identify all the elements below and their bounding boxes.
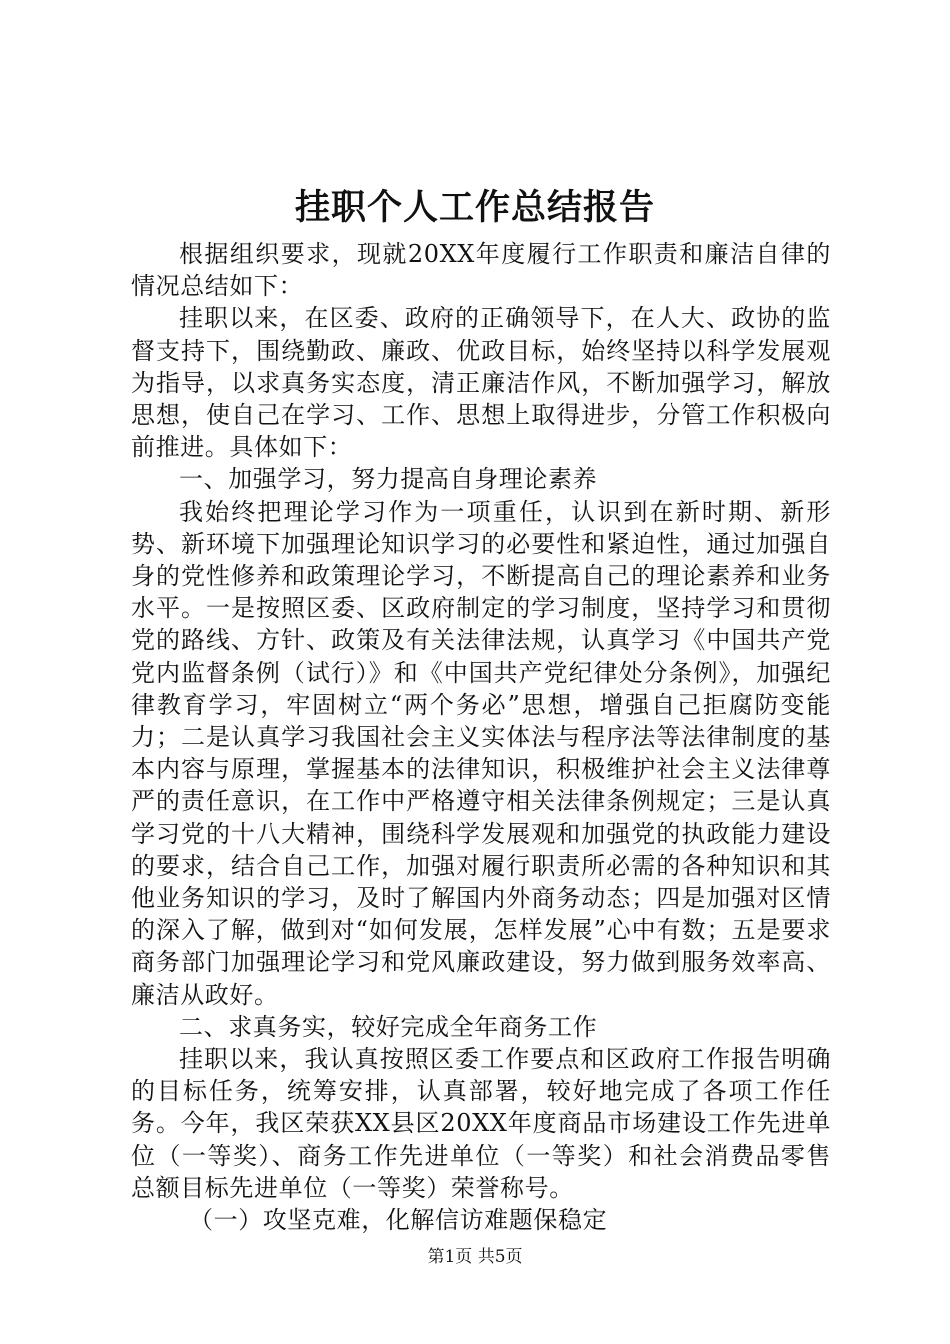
document-body xyxy=(131,238,831,1236)
paragraph-work: 挂职以来，我认真按照区委工作要点和区政府工作报告明确的目标任务，统筹安排，认真部署，较好地完成了各项工作任务。今年，我区荣获XX县区20XX年度商品市场建设工作先进单位（一等奖）、商务工作先进单位（一等奖）和社会消费品零售总额目标先进单位（一等奖）荣誉称号。 xyxy=(131,1045,831,1202)
section-heading-1: 一、加强学习，努力提高自身理论素养 xyxy=(179,465,598,494)
section-heading-2: 二、求真务实，较好完成全年商务工作 xyxy=(179,1012,598,1041)
paragraph-study: 我始终把理论学习作为一项重任，认识到在新时期、新形势、新环境下加强理论知识学习的必要性和紧迫性，通过加强自身的党性修养和政策理论学习，不断提高自己的理论素养和业务水平。一是按照区委、区政府制定的学习制度，坚持学习和贯彻党的路线、方针、政策及有关法律法规，认真学习《中国共产党党内监督条例（试行）》和《中国共产党纪律处分条例》，加强纪律教育学习，牢固树立“两个务必”思想，增强自己拒腐防变能力；二是认真学习我国社会主义实体法与程序法等法律制度的基本内容与原理，掌握基本的法律知识，积极维护社会主义法律尊严的责任意识，在工作中严格遵守相关法律条例规定；三是认真学习党的十八大精神，围绕科学发展观和加强党的执政能力建设的要求，结合自己工作，加强对履行职责所必需的各种知识和其他业务知识的学习，及时了解国内外商务动态；四是加强对区情的深入了解，做到对“如何发展，怎样发展”心中有数；五是要求商务部门加强理论学习和党风廉政建设，努力做到服务效率高、廉洁从政好。 xyxy=(131,497,831,1009)
page-footer: 第1页 共5页 xyxy=(427,1247,523,1267)
paragraph-overview: 挂职以来，在区委、政府的正确领导下，在人大、政协的监督支持下，围绕勤政、廉政、优政目标，始终坚持以科学发展观为指导，以求真务实态度，清正廉洁作风，不断加强学习，解放思想，使自己在学习、工作、思想上取得进步，分管工作积极向前推进。具体如下： xyxy=(131,304,831,462)
subsection-heading-1: （一）攻坚克难，化解信访难题保稳定 xyxy=(189,1206,608,1235)
document-title: 挂职个人工作总结报告 xyxy=(294,187,655,228)
paragraph-intro: 根据组织要求，现就20XX年度履行工作职责和廉洁自律的情况总结如下： xyxy=(131,240,831,301)
